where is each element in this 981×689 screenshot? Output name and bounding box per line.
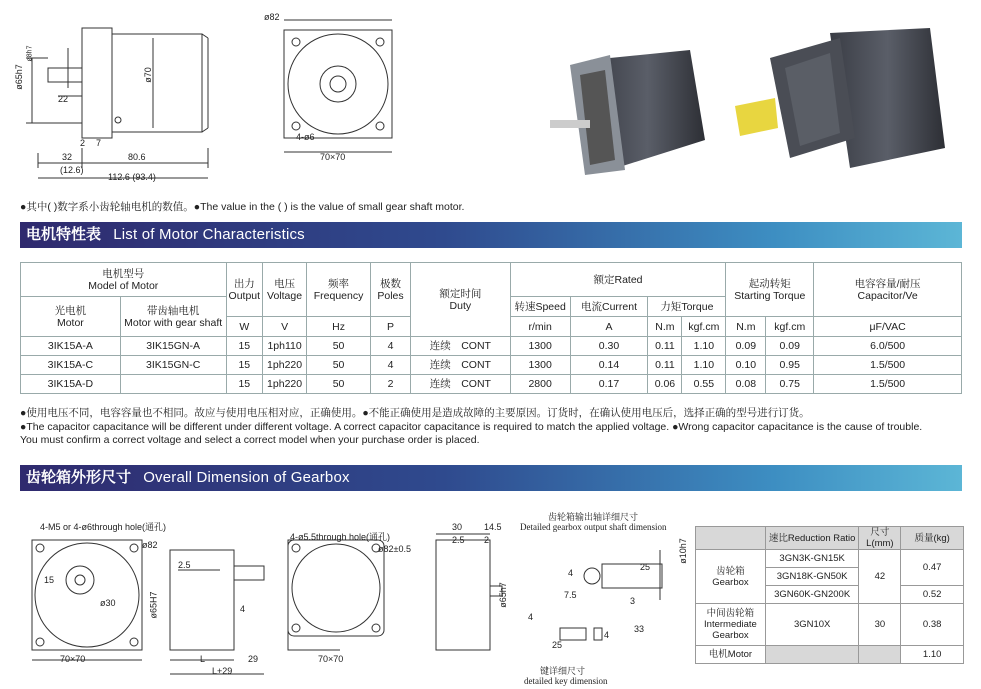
dim-d70: ø70 (142, 67, 153, 83)
gear-mass-2: 0.52 (901, 586, 964, 604)
dim-7: 7 (96, 138, 102, 148)
cell-p: 4 (371, 337, 411, 356)
cell-motor: 3IK15A-D (21, 375, 121, 394)
shaft-7-5: 7.5 (564, 590, 577, 600)
cell-speed: 1300 (510, 337, 570, 356)
gear-ratio-2: 3GN18K-GN50K (765, 568, 859, 586)
gear-ratio-1: 3GN3K-GN15K (765, 550, 859, 568)
cell-current: 0.30 (570, 337, 648, 356)
unit-rmin: r/min (510, 317, 570, 337)
dim-22: 22 (58, 94, 69, 104)
cell-cap: 6.0/500 (814, 337, 962, 356)
gear-header-mass: 质量(kg) (901, 527, 964, 550)
gear-14-5: 14.5 (484, 522, 502, 532)
gear-length-1: 42 (859, 550, 901, 604)
gear-L-29: L+29 (212, 666, 233, 676)
header-plain-motor: 光电机 Motor (21, 297, 121, 337)
cell-torque-kgf: 1.10 (682, 356, 726, 375)
header-voltage: 电压 Voltage (263, 263, 307, 317)
gear-label-motor: 电机Motor (696, 646, 766, 664)
key-title-cn: 键详细尺寸 (540, 666, 586, 676)
dim-d82: ø82 (264, 12, 280, 22)
gearbox-table (695, 526, 964, 664)
cell-gear (120, 375, 226, 394)
cell-current: 0.14 (570, 356, 648, 375)
note-voltage-cn: ●使用电压不同，电容容量也不相同。故应与使用电压相对应，正确使用。●不能正确使用是造成故障的主要原因。订货时，在确认使用电压后，选择正确的型号进行订货。 (20, 407, 810, 419)
cell-current: 0.17 (570, 375, 648, 394)
header-poles: 极数 Poles (371, 263, 411, 317)
cell-torque-nm: 0.11 (648, 356, 682, 375)
cell-torque-kgf: 1.10 (682, 337, 726, 356)
table-row (696, 604, 964, 646)
cell-duty: 连续 CONT (410, 375, 510, 394)
header-torque: 力矩Torque (648, 297, 726, 317)
gear-cell-empty (859, 646, 901, 664)
cell-start-kgf: 0.09 (766, 337, 814, 356)
motor-characteristics-table (20, 262, 962, 394)
shaft-3: 3 (630, 596, 636, 606)
motor-side-view-drawing (18, 8, 218, 183)
shaft-4: 4 (568, 568, 574, 578)
table-row (21, 356, 962, 375)
gearbox-through-hole-drawing (282, 530, 392, 650)
cell-v: 1ph220 (263, 356, 307, 375)
gear-mass-3: 0.38 (901, 604, 964, 646)
unit-nm: N.m (648, 317, 682, 337)
note-voltage-en: ●The capacitor capacitance will be different under different voltage. A correct capacitor capacitance is required to match the applied voltage. ●Wrong capacitor capacitance is the cause of trouble. (20, 421, 923, 433)
cell-duty: 连续 CONT (410, 337, 510, 356)
cell-w: 15 (226, 375, 263, 394)
cell-duty: 连续 CONT (410, 356, 510, 375)
cell-start-nm: 0.10 (726, 356, 766, 375)
gear-30: 30 (452, 522, 463, 532)
table-row (696, 550, 964, 568)
header-model: 电机型号 Model of Motor (21, 263, 227, 297)
header-output: 出力 Output (226, 263, 263, 317)
cell-w: 15 (226, 337, 263, 356)
dim-d8h7: ø8h7 (26, 45, 34, 62)
shaft-25: 25 (640, 562, 651, 572)
gear-d82: ø82 (142, 540, 158, 550)
header-current: 电流Current (570, 297, 648, 317)
gear-2-5: 2.5 (178, 560, 191, 570)
dim-112-6: 112.6 (93.4) (108, 172, 156, 182)
header-gear-motor: 带齿轴电机 Motor with gear shaft (120, 297, 226, 337)
motor-photo-2 (730, 18, 950, 188)
shaft-detail-drawing (540, 540, 690, 660)
gear-length-2: 30 (859, 604, 901, 646)
unit-v: V (263, 317, 307, 337)
cell-speed: 1300 (510, 356, 570, 375)
dim-80-6: 80.6 (128, 152, 146, 162)
gear-header-length: 尺寸L(mm) (859, 527, 901, 550)
table-header-row (21, 263, 962, 297)
header-frequency: 频率 Frequency (307, 263, 371, 317)
cell-speed: 2800 (510, 375, 570, 394)
key-33: 33 (634, 624, 645, 634)
gear-29: 29 (248, 654, 259, 664)
cell-torque-kgf: 0.55 (682, 375, 726, 394)
cell-gear: 3IK15GN-C (120, 356, 226, 375)
note-order-en: You must confirm a correct voltage and select a correct model when your purchase order is placed. (20, 434, 480, 446)
gear-d65h7: ø65H7 (148, 591, 159, 619)
dim-32: 32 (62, 152, 73, 162)
key-4: 4 (528, 612, 534, 622)
unit-a: A (570, 317, 648, 337)
gear-15: 15 (44, 575, 55, 585)
cell-start-kgf: 0.75 (766, 375, 814, 394)
header-rated: 额定Rated (510, 263, 726, 297)
section-title-en: List of Motor Characteristics (113, 226, 305, 243)
table-row (696, 646, 964, 664)
cell-hz: 50 (307, 375, 371, 394)
gear-ratio-3: 3GN60K-GN200K (765, 586, 859, 604)
gear-mass-1: 0.47 (901, 550, 964, 586)
key-4b: 4 (604, 630, 610, 640)
gear-4: 4 (240, 604, 246, 614)
dim-d65h7: ø65h7 (13, 64, 24, 90)
unit-nm-start: N.m (726, 317, 766, 337)
dim-70x70: 70×70 (320, 152, 346, 162)
dim-12-6: (12.6) (60, 165, 84, 175)
unit-p: P (371, 317, 411, 337)
key-title-en: detailed key dimension (524, 676, 608, 686)
cell-start-kgf: 0.95 (766, 356, 814, 375)
unit-uf: μF/VAC (814, 317, 962, 337)
header-capacitor: 电容容量/耐压 Capacitor/Ve (814, 263, 962, 317)
cell-v: 1ph220 (263, 375, 307, 394)
table-row (21, 337, 962, 356)
unit-kgf: kgf.cm (682, 317, 726, 337)
cell-torque-nm: 0.11 (648, 337, 682, 356)
gear-d30: ø30 (100, 598, 116, 608)
unit-kgf-start: kgf.cm (766, 317, 814, 337)
gear-label-intermediate: 中间齿轮箱 Intermediate Gearbox (696, 604, 766, 646)
gear-2-5b: 2.5 (452, 535, 465, 545)
gear-2: 2 (484, 535, 490, 545)
table-row (21, 375, 962, 394)
motor-photo-1 (550, 20, 710, 180)
section2-title-en: Overall Dimension of Gearbox (143, 469, 350, 486)
gear-d82-5: ø82±0.5 (378, 544, 411, 554)
cell-cap: 1.5/500 (814, 356, 962, 375)
gear-header-ratio: 速比Reduction Ratio (765, 527, 859, 550)
gear-holes-label: 4-M5 or 4-ø6through hole(通孔) (40, 522, 167, 532)
cell-hz: 50 (307, 337, 371, 356)
note-small-gear: ●其中( )数字系小齿轮轴电机的数值。●The value in the ( ) is the value of small gear shaft motor. (20, 201, 465, 213)
shaft-title-en: Detailed gearbox output shaft dimension (520, 522, 667, 532)
header-duty: 额定时间 Duty (410, 263, 510, 337)
gear-L: L (200, 654, 206, 664)
section-banner-gearbox-dimension (20, 465, 962, 491)
gear-ratio-4: 3GN10X (765, 604, 859, 646)
section-banner-motor-characteristics (20, 222, 962, 248)
header-starting-torque: 起动转矩 Starting Torque (726, 263, 814, 317)
cell-hz: 50 (307, 356, 371, 375)
cell-start-nm: 0.09 (726, 337, 766, 356)
cell-p: 2 (371, 375, 411, 394)
gear-mass-4: 1.10 (901, 646, 964, 664)
section2-title-cn: 齿轮箱外形尺寸 (26, 469, 132, 486)
motor-front-view-drawing (270, 10, 410, 170)
gear-d65h7b: ø65h7 (497, 582, 508, 608)
shaft-d10h7: ø10h7 (677, 538, 688, 564)
gear-cell-empty (765, 646, 859, 664)
cell-cap: 1.5/500 (814, 375, 962, 394)
gear-label-gearbox: 齿轮箱 Gearbox (696, 550, 766, 604)
gear-70x70-2: 70×70 (318, 654, 344, 664)
key-25: 25 (552, 640, 563, 650)
unit-hz: Hz (307, 317, 371, 337)
gear-through-label: 4-ø5.5through hole(通孔) (290, 532, 391, 542)
cell-v: 1ph110 (263, 337, 307, 356)
unit-w: W (226, 317, 263, 337)
cell-start-nm: 0.08 (726, 375, 766, 394)
shaft-title-cn: 齿轮箱输出轴详细尺寸 (548, 512, 639, 522)
cell-w: 15 (226, 356, 263, 375)
dim-4-d6: 4-ø6 (296, 132, 315, 142)
cell-p: 4 (371, 356, 411, 375)
dim-2: 2 (80, 138, 86, 148)
gear-70x70: 70×70 (60, 654, 86, 664)
section-title-cn: 电机特性表 (26, 226, 102, 243)
header-speed: 转速Speed (510, 297, 570, 317)
gear-table-header (696, 527, 964, 550)
cell-motor: 3IK15A-A (21, 337, 121, 356)
cell-gear: 3IK15GN-A (120, 337, 226, 356)
cell-torque-nm: 0.06 (648, 375, 682, 394)
cell-motor: 3IK15A-C (21, 356, 121, 375)
